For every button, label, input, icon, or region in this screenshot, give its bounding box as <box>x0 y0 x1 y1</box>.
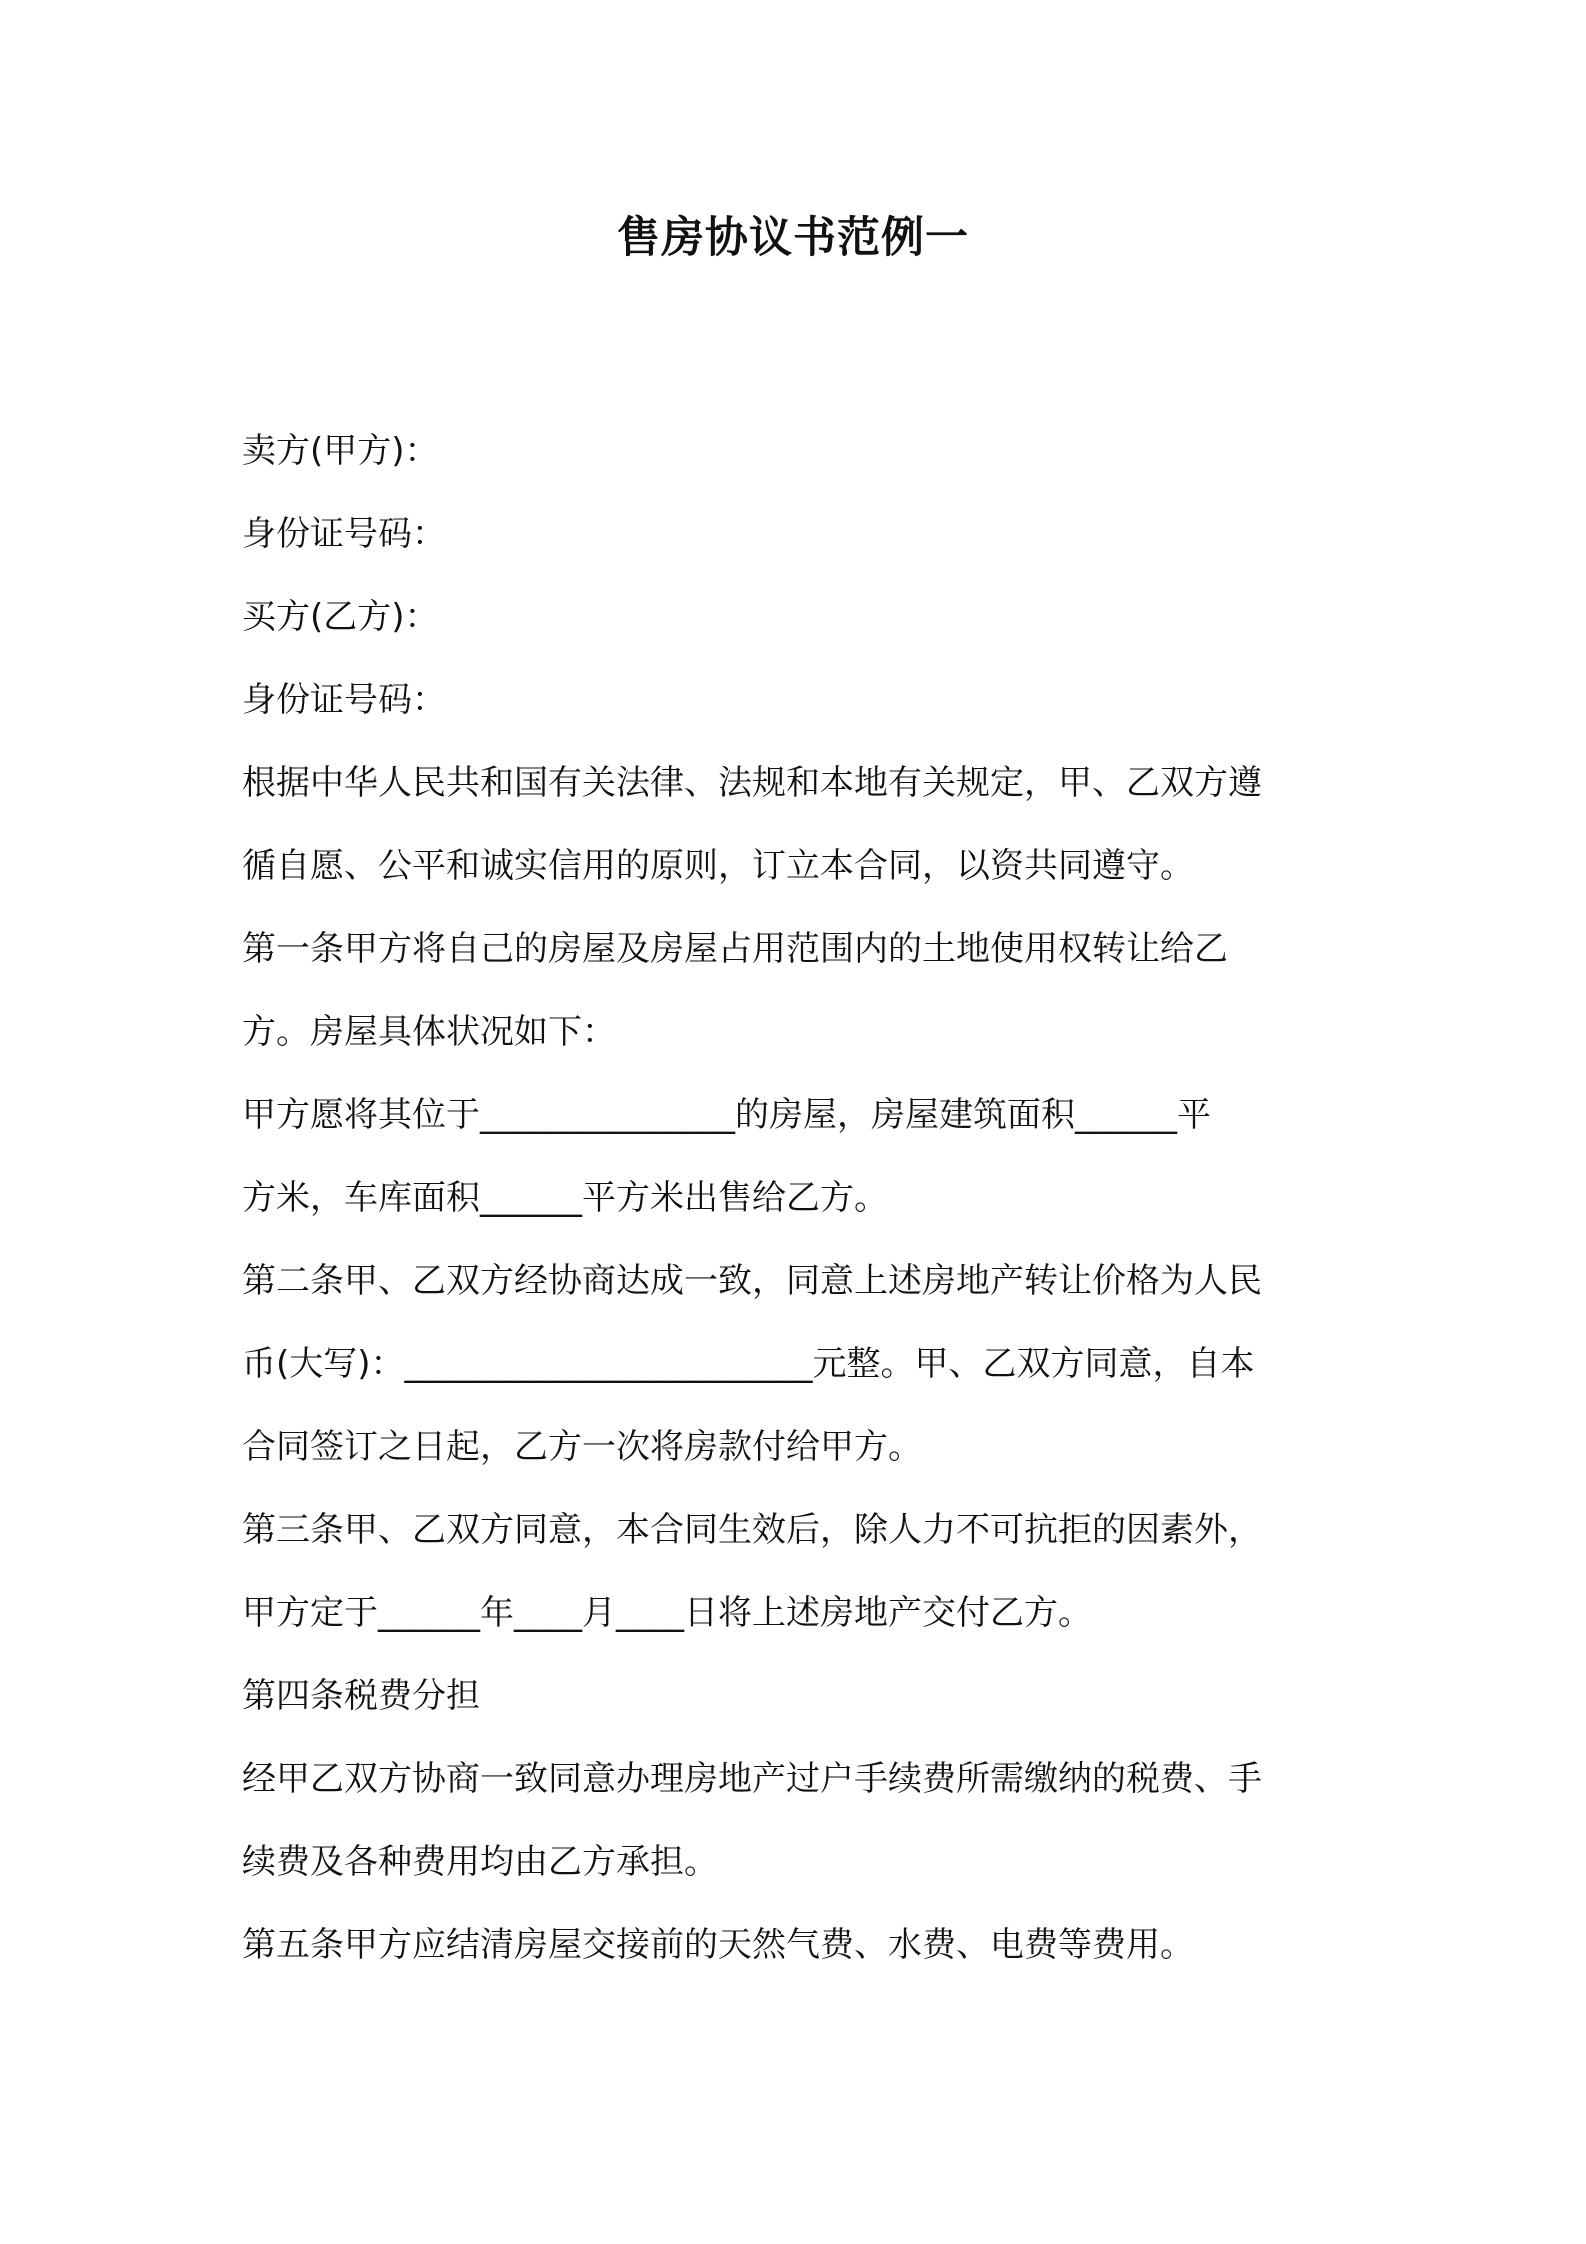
document-title: 售房协议书范例一 <box>617 213 969 263</box>
preamble-line-1: 根据中华人民共和国有关法律、法规和本地有关规定，甲、乙双方遵 <box>242 763 1262 803</box>
article-1-line-2: 方。房屋具体状况如下： <box>242 1012 616 1052</box>
property-line-2: 方米，车库面积______平方米出售给乙方。 <box>242 1178 888 1218</box>
article-4-heading: 第四条税费分担 <box>242 1676 480 1716</box>
article-5-line-1: 第五条甲方应结清房屋交接前的天然气费、水费、电费等费用。 <box>242 1925 1194 1965</box>
property-line-1: 甲方愿将其位于_______________的房屋，房屋建筑面积______平 <box>242 1095 1211 1135</box>
seller-id-line: 身份证号码： <box>242 514 446 554</box>
article-4-line-2: 续费及各种费用均由乙方承担。 <box>242 1842 718 1882</box>
article-2-line-2: 币(大写)：________________________元整。甲、乙双方同意，自本 <box>242 1344 1255 1384</box>
seller-line: 卖方(甲方)： <box>242 431 439 471</box>
buyer-line: 买方(乙方)： <box>242 597 439 637</box>
article-1-line-1: 第一条甲方将自己的房屋及房屋占用范围内的土地使用权转让给乙 <box>242 929 1228 969</box>
document-body <box>242 410 1352 1987</box>
preamble-line-2: 循自愿、公平和诚实信用的原则，订立本合同，以资共同遵守。 <box>242 846 1194 886</box>
buyer-id-line: 身份证号码： <box>242 680 446 720</box>
article-2-line-3: 合同签订之日起，乙方一次将房款付给甲方。 <box>242 1427 922 1467</box>
article-4-line-1: 经甲乙双方协商一致同意办理房地产过户手续费所需缴纳的税费、手 <box>242 1759 1262 1799</box>
article-3-line-1: 第三条甲、乙双方同意，本合同生效后，除人力不可抗拒的因素外， <box>242 1510 1262 1550</box>
article-3-line-2: 甲方定于______年____月____日将上述房地产交付乙方。 <box>242 1593 1092 1633</box>
article-2-line-1: 第二条甲、乙双方经协商达成一致，同意上述房地产转让价格为人民 <box>242 1261 1262 1301</box>
